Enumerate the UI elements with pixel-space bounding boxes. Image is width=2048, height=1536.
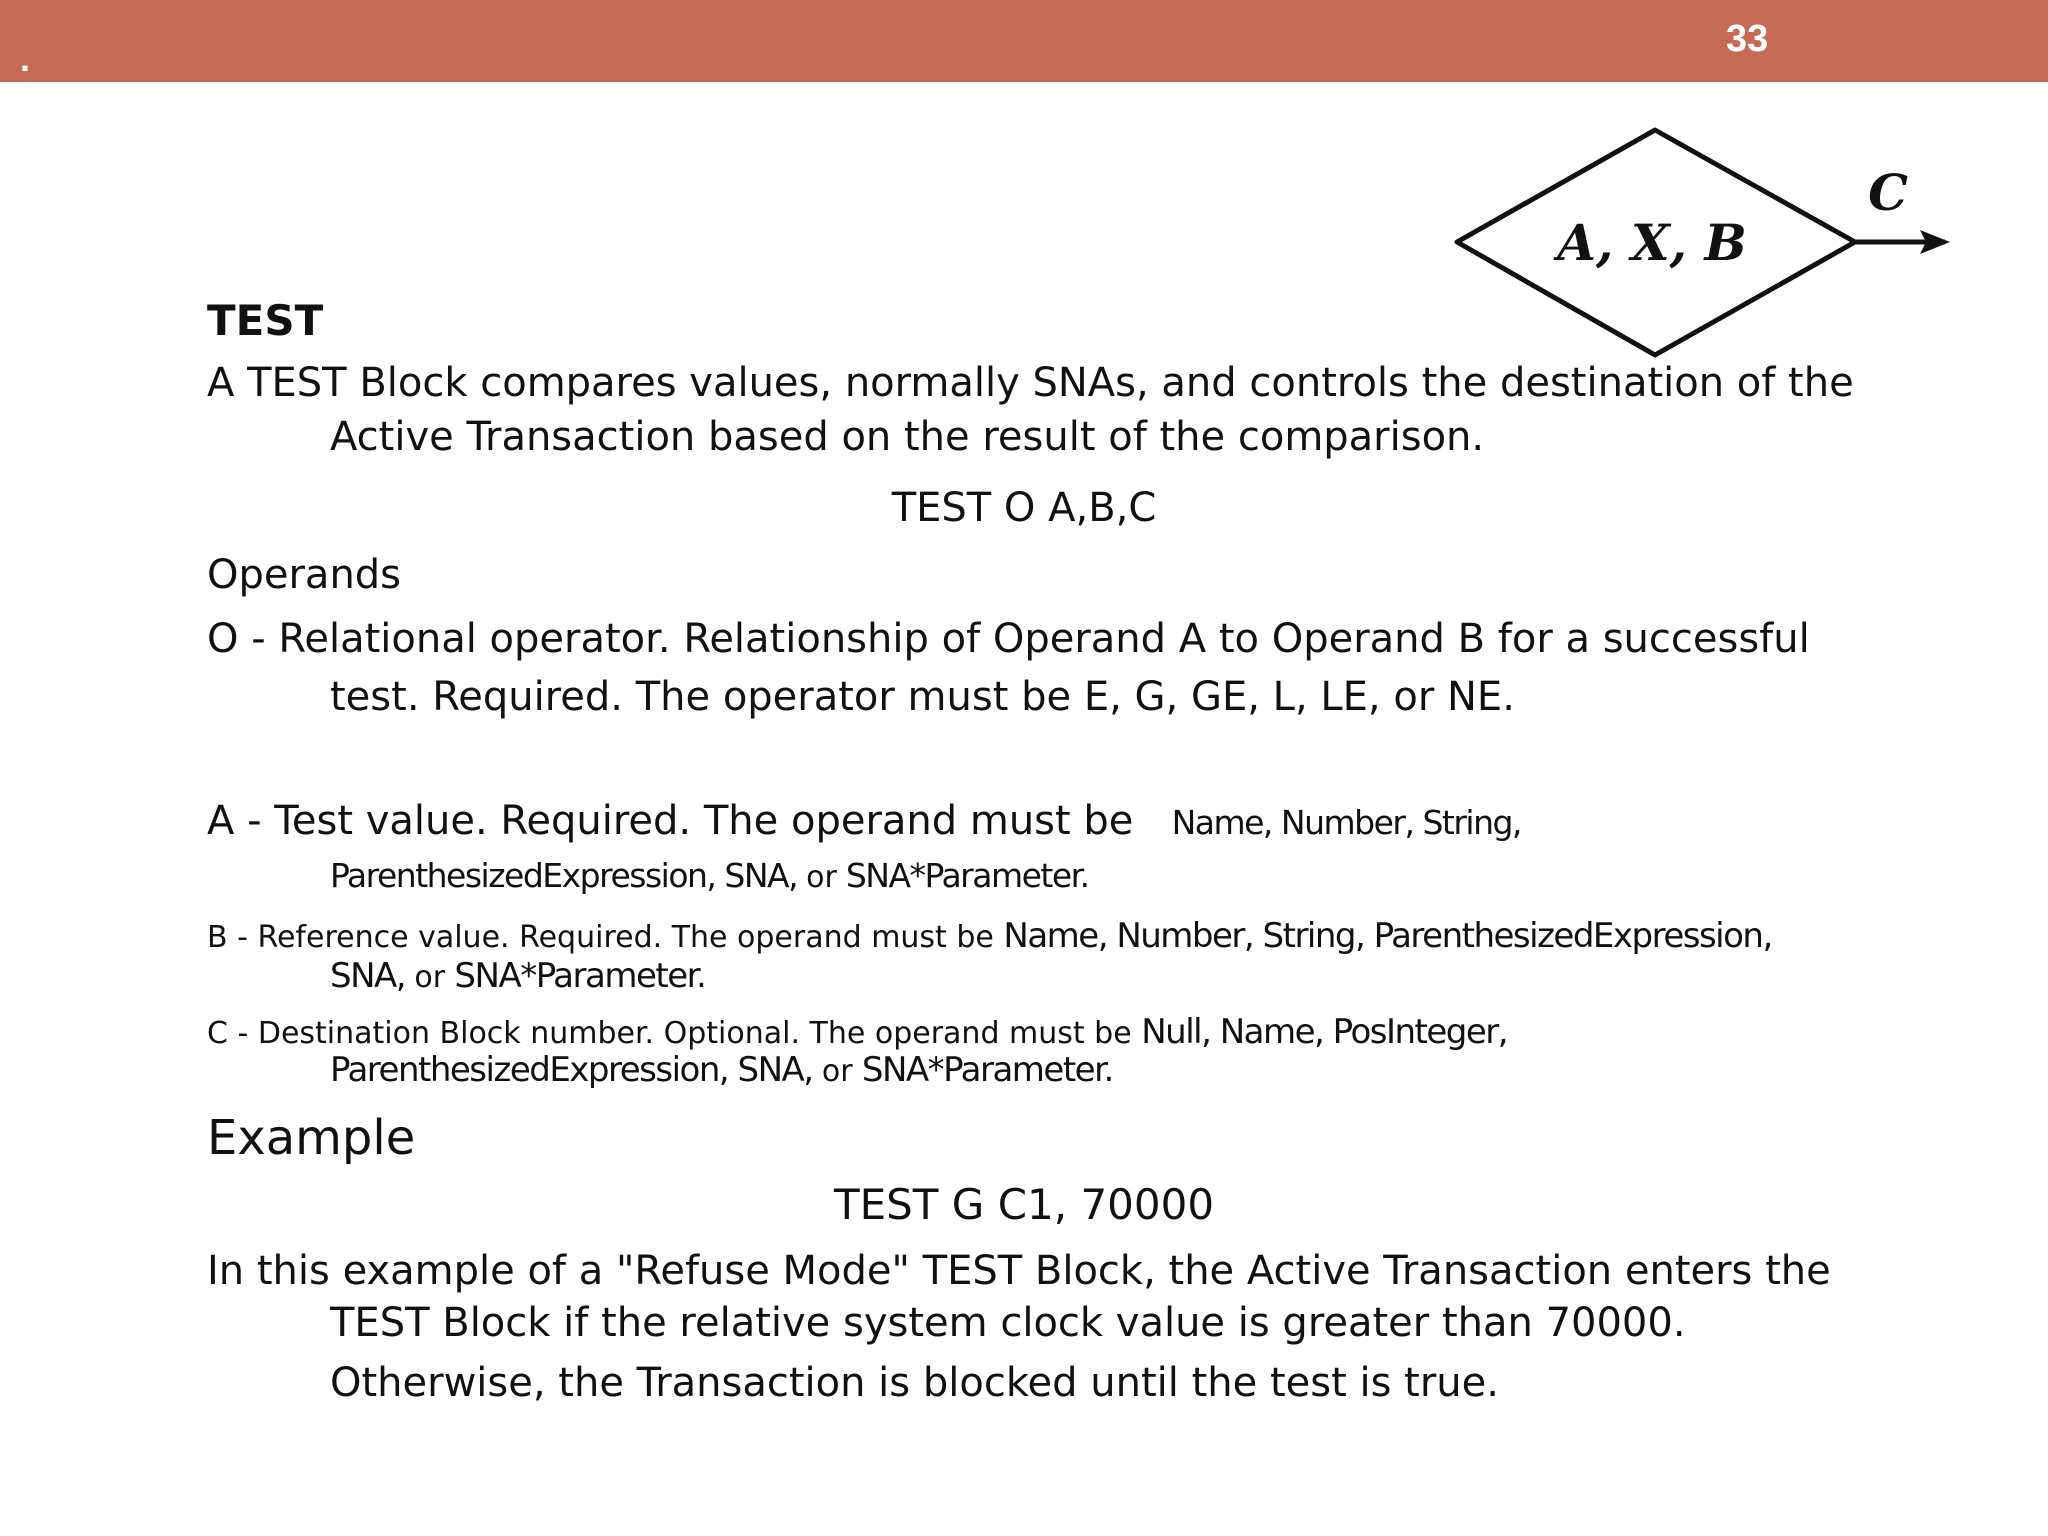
operand-c-last: SNA*Parameter. bbox=[861, 1050, 1113, 1090]
operand-a-types: Name, Number, String, bbox=[1171, 803, 1521, 842]
description-line-2: Active Transaction based on the result of the comparison. bbox=[330, 414, 1485, 460]
operand-b-line-2 bbox=[330, 956, 705, 996]
operands-heading: Operands bbox=[207, 552, 402, 598]
operand-c-or: or bbox=[821, 1054, 853, 1089]
example-heading: Example bbox=[207, 1110, 416, 1166]
exit-label: C bbox=[1868, 163, 1908, 222]
diamond-label: A, X, B bbox=[1557, 213, 1747, 272]
operand-c-types: Null, Name, PosInteger, bbox=[1141, 1012, 1508, 1052]
example-line-1: In this example of a "Refuse Mode" TEST Block, the Active Transaction enters the bbox=[207, 1248, 1831, 1294]
title-bullet: . bbox=[20, 38, 31, 79]
example-code: TEST G C1, 70000 bbox=[833, 1180, 1215, 1229]
operand-a-line-1 bbox=[207, 798, 1521, 844]
operand-a-or: or bbox=[806, 860, 837, 895]
operand-o-line-2: test. Required. The operator must be E, G, GE, L, LE, or NE. bbox=[330, 674, 1515, 720]
operand-b-line-1 bbox=[207, 916, 1772, 956]
operand-b-lead: B - Reference value. Required. The operand must be bbox=[207, 920, 994, 955]
operand-c-types-2: ParenthesizedExpression, SNA, bbox=[330, 1050, 813, 1090]
description-line-1: A TEST Block compares values, normally SNAs, and controls the destination of the bbox=[207, 360, 1854, 406]
title-bar bbox=[0, 0, 2048, 82]
operand-c-line-1 bbox=[207, 1012, 1507, 1052]
operand-b-types-2: SNA, bbox=[330, 956, 406, 996]
operand-b-types: Name, Number, String, ParenthesizedExpression, bbox=[1003, 916, 1772, 956]
block-heading: TEST bbox=[207, 296, 324, 345]
operand-c-lead: C - Destination Block number. Optional. The operand must be bbox=[207, 1016, 1132, 1051]
operand-a-last: SNA*Parameter. bbox=[845, 856, 1089, 895]
operand-o-line-1: O - Relational operator. Relationship of Operand A to Operand B for a successful bbox=[207, 616, 1810, 662]
operand-a-line-2 bbox=[330, 856, 1089, 895]
example-line-3: Otherwise, the Transaction is blocked until the test is true. bbox=[330, 1360, 1499, 1406]
syntax-line: TEST O A,B,C bbox=[891, 485, 1157, 531]
operand-a-lead: A - Test value. Required. The operand must be bbox=[207, 798, 1134, 844]
test-block-diagram bbox=[1440, 120, 1960, 370]
operand-b-last: SNA*Parameter. bbox=[454, 956, 706, 996]
operand-b-or: or bbox=[414, 960, 446, 995]
operand-c-line-2 bbox=[330, 1050, 1113, 1090]
operand-a-types-2: ParenthesizedExpression, SNA, bbox=[330, 856, 798, 895]
example-line-2: TEST Block if the relative system clock value is greater than 70000. bbox=[330, 1300, 1686, 1346]
page-number: 33 bbox=[1726, 18, 1769, 60]
